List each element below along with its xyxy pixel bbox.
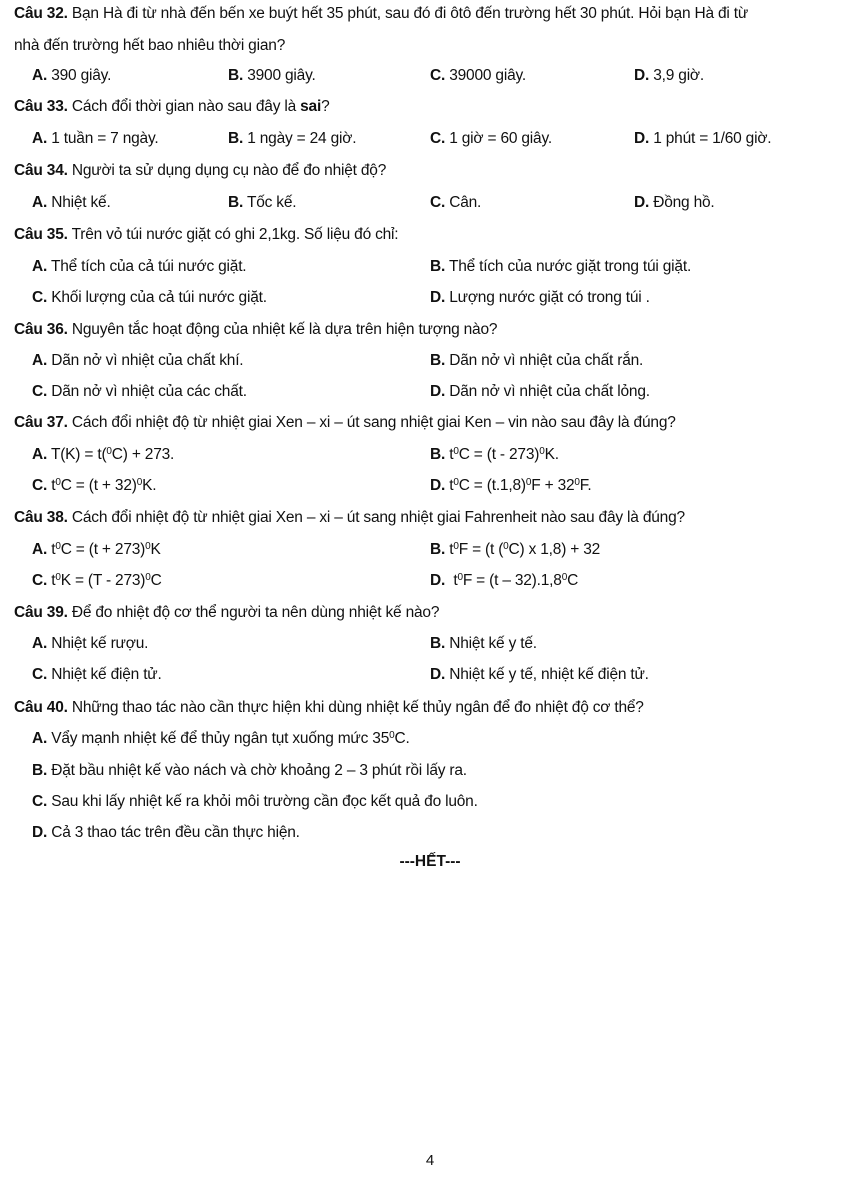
question-34-stem [14, 161, 842, 181]
formula-part: K [150, 541, 161, 558]
question-37-option-b [430, 445, 559, 465]
formula-part: F = (t – 32).1,8 [462, 572, 562, 589]
option-label: C. [32, 477, 48, 494]
question-34-option-b [228, 193, 296, 213]
degree-superscript: 0 [145, 572, 151, 583]
option-text: Nhiệt kế. [51, 194, 111, 211]
formula-part: C) x 1,8) + 32 [508, 541, 601, 558]
question-38-option-a [32, 540, 161, 560]
option-label: B. [228, 194, 244, 211]
option-text: 1 tuần = 7 ngày. [51, 130, 159, 147]
question-33-option-c [430, 129, 552, 149]
option-label: B. [430, 352, 446, 369]
formula-part: t [449, 446, 454, 463]
formula-part: t [453, 572, 458, 589]
option-text: Nhiệt kế y tế, nhiệt kế điện tử. [449, 666, 649, 683]
option-text: Dãn nở vì nhiệt của chất rắn. [449, 352, 644, 369]
question-number: Câu 34. [14, 162, 68, 179]
option-text: 39000 giây. [449, 67, 527, 84]
option-label: B. [430, 446, 446, 463]
question-number: Câu 39. [14, 604, 68, 621]
formula-part: T(K) = t( [50, 446, 107, 463]
option-text: Thể tích của nước giặt trong túi giặt. [448, 258, 692, 275]
option-text: 1 phút = 1/60 giờ. [653, 130, 772, 147]
question-33-option-a [32, 129, 158, 149]
option-text: Nhiệt kế y tế. [449, 635, 537, 652]
question-36-option-c [32, 382, 247, 402]
option-label: A. [32, 352, 48, 369]
option-label: B. [228, 67, 244, 84]
question-40-stem [14, 698, 842, 718]
question-number: Câu 32. [14, 5, 68, 22]
option-label: D. [430, 572, 446, 589]
option-text: Sau khi lấy nhiệt kế ra khỏi môi trường cần đọc kết quả đo luôn. [51, 793, 478, 810]
formula-part: C [150, 572, 162, 589]
question-number: Câu 35. [14, 226, 68, 243]
question-40-option-d [32, 823, 300, 843]
question-36-stem [14, 320, 842, 340]
degree-superscript: 0 [561, 572, 568, 583]
question-number: Câu 33. [14, 98, 68, 115]
formula-part: t [51, 477, 56, 494]
option-label: A. [32, 446, 48, 463]
option-label: A. [32, 258, 48, 275]
option-text: Vẩy mạnh nhiệt kế để thủy ngân tụt xuống mức 35 [51, 730, 390, 747]
option-label: B. [430, 635, 446, 652]
formula-part: F + 32 [531, 477, 575, 494]
option-text: Lượng nước giặt có trong túi . [449, 289, 650, 306]
degree-superscript: 0 [525, 477, 532, 488]
option-text: Dãn nở vì nhiệt của chất lỏng. [449, 383, 650, 400]
formula-part: t [51, 541, 56, 558]
question-37-stem [14, 413, 842, 433]
option-label: B. [430, 541, 446, 558]
question-34-option-d [634, 193, 715, 213]
question-32-option-b [228, 66, 316, 86]
formula-part: K. [142, 477, 157, 494]
question-36-option-d [430, 382, 650, 402]
degree-superscript: 0 [136, 477, 143, 488]
question-39-option-a [32, 634, 148, 654]
page-number: 4 [425, 1152, 435, 1169]
option-label: C. [32, 572, 48, 589]
question-35-option-d [430, 288, 650, 308]
option-label: C. [430, 130, 446, 147]
degree-superscript: 0 [453, 477, 459, 488]
option-text: Nhiệt kế rượu. [51, 635, 149, 652]
question-34-option-a [32, 193, 111, 213]
degree-superscript: 0 [503, 541, 509, 552]
question-32-option-d [634, 66, 704, 86]
question-35-option-c [32, 288, 267, 308]
question-32-option-c [430, 66, 526, 86]
degree-superscript: 0 [389, 730, 395, 741]
formula-part: C) + 273. [111, 446, 175, 463]
formula-part: t [51, 572, 56, 589]
option-label: A. [32, 67, 48, 84]
question-text: Những thao tác nào cần thực hiện khi dùng nhiệt kế thủy ngân để đo nhiệt độ cơ thể? [71, 699, 644, 716]
question-33-option-b [228, 129, 356, 149]
question-33-stem [14, 97, 842, 117]
formula-part: K = (T - 273) [60, 572, 146, 589]
question-number: Câu 37. [14, 414, 68, 431]
question-39-option-b [430, 634, 537, 654]
option-label: A. [32, 730, 48, 747]
formula-part: t [449, 477, 454, 494]
question-38-option-c [32, 571, 162, 591]
option-label: D. [634, 67, 650, 84]
option-label: A. [32, 635, 48, 652]
question-text: Để đo nhiệt độ cơ thể người ta nên dùng nhiệt kế nào? [71, 604, 440, 621]
option-label: D. [32, 824, 48, 841]
degree-superscript: 0 [55, 572, 61, 583]
degree-superscript: 0 [55, 541, 61, 552]
option-text: Dãn nở vì nhiệt của các chất. [51, 383, 247, 400]
option-text: Đặt bầu nhiệt kế vào nách và chờ khoảng 2 – 3 phút rồi lấy ra. [51, 762, 467, 779]
question-39-option-c [32, 665, 162, 685]
degree-superscript: 0 [574, 477, 580, 488]
formula-part: C = (t.1,8) [458, 477, 526, 494]
question-38-stem [14, 508, 842, 528]
question-number: Câu 38. [14, 509, 68, 526]
option-label: C. [32, 383, 48, 400]
question-39-stem [14, 603, 842, 623]
option-text: Khối lượng của cả túi nước giặt. [51, 289, 267, 306]
option-text: 3,9 giờ. [653, 67, 705, 84]
option-text: 390 giây. [51, 67, 112, 84]
formula-part: C [567, 572, 579, 589]
question-35-option-b [430, 257, 691, 277]
degree-superscript: 0 [453, 541, 459, 552]
question-32-stem-line1 [14, 4, 842, 24]
question-40-option-c [32, 792, 478, 812]
option-label: C. [32, 666, 48, 683]
option-label: A. [32, 130, 48, 147]
formula-part: C = (t + 32) [60, 477, 137, 494]
option-label: A. [32, 541, 48, 558]
question-emphasis: sai [300, 98, 322, 115]
degree-superscript: 0 [453, 446, 459, 457]
question-text: nhà đến trường hết bao nhiêu thời gian? [14, 37, 286, 54]
question-33-option-d [634, 129, 771, 149]
question-number: Câu 40. [14, 699, 68, 716]
question-35-option-a [32, 257, 246, 277]
formula-part: K. [544, 446, 559, 463]
question-40-option-b [32, 761, 467, 781]
option-label: D. [430, 289, 446, 306]
question-number: Câu 36. [14, 321, 68, 338]
option-text: Cả 3 thao tác trên đều cần thực hiện. [51, 824, 300, 841]
option-label: D. [430, 383, 446, 400]
degree-superscript: 0 [145, 541, 151, 552]
option-label: D. [634, 130, 650, 147]
option-label: C. [430, 194, 446, 211]
end-of-exam-mark: ---HẾT--- [399, 853, 461, 870]
formula-part: C = (t - 273) [458, 446, 540, 463]
option-label: B. [32, 762, 48, 779]
question-38-option-b [430, 540, 600, 560]
question-text-suffix: ? [321, 98, 330, 115]
option-label: A. [32, 194, 48, 211]
question-40-option-a [32, 729, 410, 749]
question-36-option-b [430, 351, 643, 371]
question-text: Người ta sử dụng dụng cụ nào để đo nhiệt độ? [71, 162, 387, 179]
degree-superscript: 0 [457, 572, 463, 583]
option-text: Dãn nở vì nhiệt của chất khí. [51, 352, 244, 369]
formula-part: t [449, 541, 454, 558]
formula-part: F. [579, 477, 592, 494]
option-label: D. [634, 194, 650, 211]
degree-superscript: 0 [55, 477, 61, 488]
option-text: Cân. [449, 194, 482, 211]
question-text: Cách đổi thời gian nào sau đây là [71, 98, 297, 115]
option-text: Đồng hồ. [653, 194, 715, 211]
option-text: 1 giờ = 60 giây. [449, 130, 552, 147]
question-39-option-d [430, 665, 649, 685]
option-text: Nhiệt kế điện tử. [51, 666, 162, 683]
option-label: D. [430, 666, 446, 683]
option-text: 3900 giây. [247, 67, 316, 84]
question-38-option-d [430, 571, 578, 591]
question-36-option-a [32, 351, 243, 371]
question-text: Cách đổi nhiệt độ từ nhiệt giai Xen – xi – út sang nhiệt giai Fahrenheit nào sau đây là đúng? [71, 509, 685, 526]
question-text: Nguyên tắc hoạt động của nhiệt kế là dựa trên hiện tượng nào? [71, 321, 498, 338]
option-label: D. [430, 477, 446, 494]
question-37-option-a [32, 445, 174, 465]
question-text: Cách đổi nhiệt độ từ nhiệt giai Xen – xi – út sang nhiệt giai Ken – vin nào sau đây là đúng? [71, 414, 676, 431]
formula-part: F = (t ( [458, 541, 504, 558]
option-label: C. [32, 289, 48, 306]
question-32-stem-line2 [14, 36, 842, 56]
question-37-option-c [32, 476, 156, 496]
option-text: Thể tích của cả túi nước giặt. [50, 258, 247, 275]
question-35-stem [14, 225, 842, 245]
option-text: Tốc kế. [246, 194, 297, 211]
degree-superscript: 0 [539, 446, 545, 457]
formula-part: C = (t + 273) [60, 541, 146, 558]
option-label: B. [228, 130, 244, 147]
question-37-option-d [430, 476, 591, 496]
question-text: Trên vỏ túi nước giặt có ghi 2,1kg. Số liệu đó chỉ: [71, 226, 399, 243]
question-34-option-c [430, 193, 481, 213]
question-32-option-a [32, 66, 111, 86]
option-text: C. [394, 730, 410, 747]
option-label: C. [430, 67, 446, 84]
question-text: Bạn Hà đi từ nhà đến bến xe buýt hết 35 phút, sau đó đi ôtô đến trường hết 30 phút. Hỏi bạn Hà đi từ [71, 5, 749, 22]
degree-superscript: 0 [106, 446, 112, 457]
option-label: B. [430, 258, 446, 275]
option-text: 1 ngày = 24 giờ. [247, 130, 357, 147]
option-label: C. [32, 793, 48, 810]
